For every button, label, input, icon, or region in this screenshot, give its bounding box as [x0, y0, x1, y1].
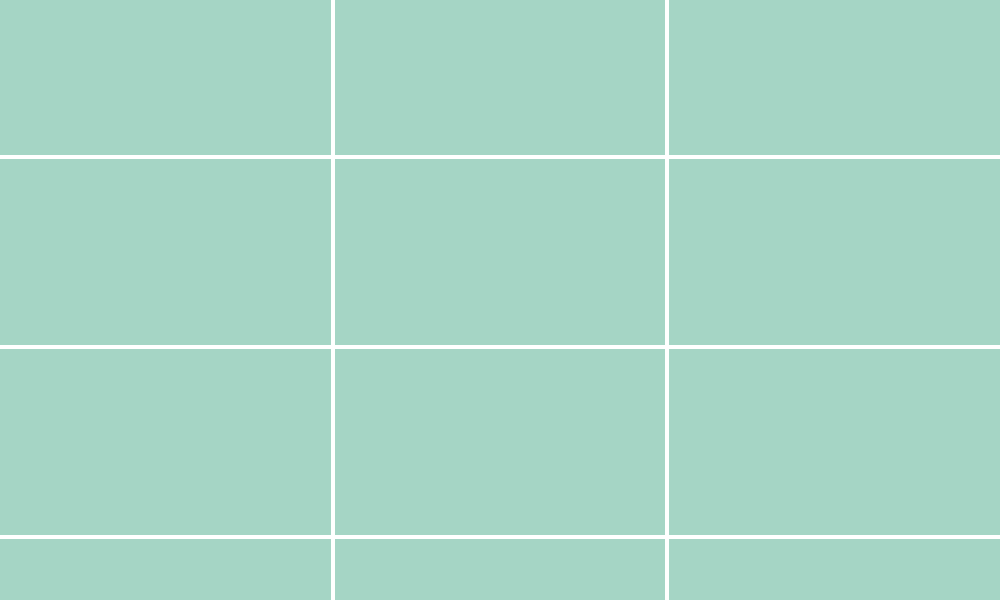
grid-divider	[0, 535, 1000, 539]
grid-divider	[665, 0, 669, 600]
grid-divider	[0, 345, 1000, 349]
grid-divider	[331, 0, 335, 600]
grid-divider	[0, 155, 1000, 159]
